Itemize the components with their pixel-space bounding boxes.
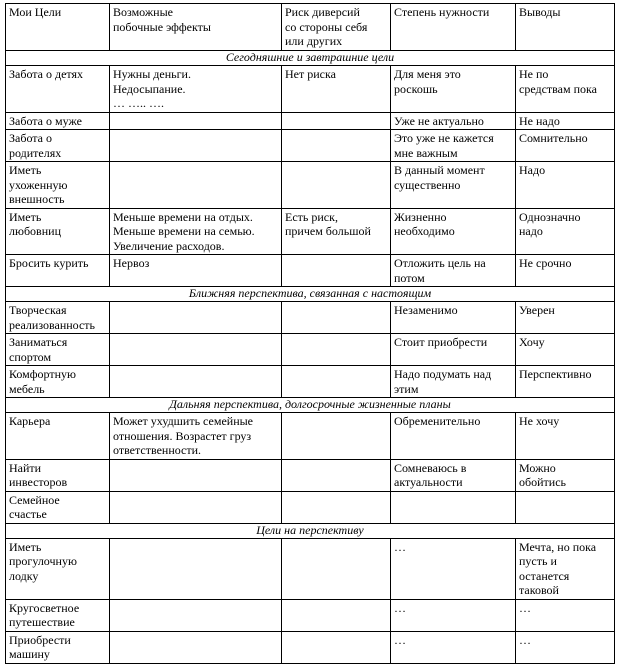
cell-line: Бросить курить	[9, 256, 89, 270]
cell-line: средствам пока	[519, 81, 597, 96]
cell-line: Не хочу	[519, 414, 560, 428]
cell-line: родителях	[9, 145, 62, 160]
risk-cell	[282, 366, 391, 398]
cell-line: Заниматься	[9, 335, 68, 349]
need-cell	[391, 538, 516, 599]
cell-line: Мечта, но пока	[519, 539, 597, 554]
conclusion-cell	[516, 366, 615, 398]
table-row	[6, 162, 615, 209]
cell-line: останется	[519, 568, 570, 583]
conclusion-cell	[516, 255, 615, 287]
goal-cell	[6, 538, 110, 599]
cell-line: Однозначно	[519, 209, 581, 224]
cell-line: Не по	[519, 67, 549, 81]
goal-cell	[6, 112, 110, 130]
goal-cell	[6, 302, 110, 334]
table-row	[6, 491, 615, 523]
cell-line: Надо подумать над	[394, 367, 492, 381]
conclusion-cell	[516, 538, 615, 599]
goals-table	[5, 3, 615, 664]
table-row	[6, 130, 615, 162]
cell-line: пусть и	[519, 554, 557, 568]
cell-line: существенно	[394, 177, 461, 192]
goal-cell	[6, 631, 110, 663]
cell-line: роскошь	[394, 81, 438, 96]
risk-cell	[282, 599, 391, 631]
cell-line: потом	[394, 270, 425, 285]
header-need: Степень нужности	[391, 4, 516, 51]
risk-cell	[282, 302, 391, 334]
need-cell	[391, 413, 516, 460]
need-cell	[391, 491, 516, 523]
risk-cell	[282, 208, 391, 255]
cell-line: необходимо	[394, 224, 455, 238]
cell-line: Сомнительно	[519, 131, 588, 145]
cell-line: …	[394, 600, 406, 615]
goal-cell	[6, 366, 110, 398]
cell-line: инвесторов	[9, 475, 68, 489]
effects-cell	[110, 112, 282, 130]
effects-cell	[110, 130, 282, 162]
section-row	[6, 398, 615, 413]
cell-line: Творческая	[9, 303, 67, 317]
effects-cell	[110, 208, 282, 255]
conclusion-cell	[516, 334, 615, 366]
need-cell	[391, 459, 516, 491]
goal-cell	[6, 162, 110, 209]
cell-line: таковой	[519, 583, 559, 597]
cell-line: причем большой	[285, 224, 371, 238]
table-row	[6, 112, 615, 130]
cell-line: надо	[519, 224, 543, 238]
goal-cell	[6, 599, 110, 631]
need-cell	[391, 631, 516, 663]
effects-cell	[110, 334, 282, 366]
cell-line: Стоит приобрести	[394, 335, 488, 349]
risk-cell	[282, 491, 391, 523]
effects-cell	[110, 491, 282, 523]
cell-line: Отложить цель на	[394, 256, 486, 270]
risk-cell	[282, 413, 391, 460]
effects-cell	[110, 255, 282, 287]
section-row	[6, 287, 615, 302]
table-row	[6, 538, 615, 599]
need-cell	[391, 334, 516, 366]
cell-line: Не надо	[519, 113, 560, 128]
conclusion-cell	[516, 413, 615, 460]
header-row	[6, 4, 615, 51]
risk-cell	[282, 255, 391, 287]
cell-line: Незаменимо	[394, 303, 458, 317]
risk-cell	[282, 538, 391, 599]
section-title: Сегодняшние и завтрашние цели	[6, 51, 615, 66]
cell-line: Можно	[519, 460, 556, 475]
table-row	[6, 302, 615, 334]
effects-cell	[110, 599, 282, 631]
cell-line: Увеличение расходов.	[113, 238, 225, 253]
cell-line: Иметь	[9, 163, 42, 177]
risk-cell	[282, 162, 391, 209]
conclusion-cell	[516, 162, 615, 209]
cell-line: Найти	[9, 460, 42, 475]
cell-line: любовниц	[9, 224, 61, 238]
cell-line: реализованность	[9, 317, 96, 332]
cell-line: мне важным	[394, 145, 458, 160]
table-row	[6, 459, 615, 491]
cell-line: Может ухудшить семейные	[113, 414, 253, 428]
cell-line: … ….. ….	[113, 96, 164, 110]
need-cell	[391, 162, 516, 209]
effects-cell	[110, 459, 282, 491]
need-cell	[391, 66, 516, 113]
cell-line: актуальности	[394, 475, 463, 489]
table-row	[6, 66, 615, 113]
effects-cell	[110, 302, 282, 334]
cell-line: Забота о детях	[9, 67, 84, 81]
goal-cell	[6, 130, 110, 162]
cell-line: Нет риска	[285, 67, 336, 81]
cell-line: Надо	[519, 163, 546, 177]
section-row	[6, 523, 615, 538]
cell-line: Нужны деньги.	[113, 67, 191, 81]
cell-line: Кругосветное	[9, 600, 80, 615]
cell-line: путешествие	[9, 615, 75, 629]
risk-cell	[282, 112, 391, 130]
cell-line: Есть риск,	[285, 209, 338, 224]
conclusion-cell	[516, 302, 615, 334]
cell-line: Меньше времени на семью.	[113, 224, 255, 238]
cell-line: …	[519, 632, 531, 647]
cell-line: Комфортную	[9, 367, 77, 381]
cell-line: Иметь	[9, 539, 42, 554]
cell-line: Забота о	[9, 131, 53, 145]
cell-line: спортом	[9, 349, 52, 364]
goal-cell	[6, 413, 110, 460]
need-cell	[391, 112, 516, 130]
cell-line: отношения. Возрастет груз	[113, 428, 252, 443]
conclusion-cell	[516, 459, 615, 491]
table-row	[6, 255, 615, 287]
table-row	[6, 599, 615, 631]
cell-line: Приобрести	[9, 632, 71, 647]
risk-cell	[282, 66, 391, 113]
effects-cell	[110, 413, 282, 460]
risk-cell	[282, 459, 391, 491]
table-row	[6, 366, 615, 398]
cell-line: Не срочно	[519, 256, 572, 270]
risk-cell	[282, 334, 391, 366]
header-goals: Мои Цели	[6, 4, 110, 51]
cell-line: …	[394, 632, 406, 647]
cell-line: машину	[9, 647, 50, 661]
conclusion-cell	[516, 208, 615, 255]
table-row	[6, 631, 615, 663]
table-body	[6, 51, 615, 664]
table-row	[6, 208, 615, 255]
section-row	[6, 51, 615, 66]
cell-line: Жизненно	[394, 209, 447, 224]
need-cell	[391, 130, 516, 162]
cell-line: Уверен	[519, 303, 555, 317]
cell-line: Нервоз	[113, 256, 150, 270]
goal-cell	[6, 255, 110, 287]
cell-line: Недосыпание.	[113, 81, 186, 96]
effects-cell	[110, 66, 282, 113]
effects-cell	[110, 162, 282, 209]
header-conclusions: Выводы	[516, 4, 615, 51]
effects-cell	[110, 366, 282, 398]
cell-line: ответственности.	[113, 443, 202, 457]
cell-line: Забота о муже	[9, 113, 82, 128]
risk-cell	[282, 130, 391, 162]
cell-line: …	[394, 539, 406, 554]
cell-line: Для меня это	[394, 67, 461, 81]
table-row	[6, 413, 615, 460]
cell-line: Сомневаюсь в	[394, 460, 467, 475]
section-title: Цели на перспективу	[6, 523, 615, 538]
cell-line: В данный момент	[394, 163, 485, 177]
cell-line: Меньше времени на отдых.	[113, 209, 253, 224]
table-row	[6, 334, 615, 366]
cell-line: этим	[394, 381, 419, 396]
cell-line: …	[519, 600, 531, 615]
conclusion-cell	[516, 66, 615, 113]
goal-cell	[6, 459, 110, 491]
goal-cell	[6, 66, 110, 113]
conclusion-cell	[516, 599, 615, 631]
cell-line: внешность	[9, 192, 65, 206]
cell-line: обойтись	[519, 475, 566, 489]
need-cell	[391, 302, 516, 334]
cell-line: Карьера	[9, 414, 51, 428]
cell-line: Иметь	[9, 209, 42, 224]
cell-line: прогулочную	[9, 554, 77, 568]
cell-line: Перспективно	[519, 367, 592, 381]
conclusion-cell	[516, 130, 615, 162]
conclusion-cell	[516, 112, 615, 130]
cell-line: Хочу	[519, 335, 545, 349]
conclusion-cell	[516, 631, 615, 663]
effects-cell	[110, 538, 282, 599]
cell-line: мебель	[9, 381, 45, 396]
risk-cell	[282, 631, 391, 663]
need-cell	[391, 208, 516, 255]
section-title: Дальняя перспектива, долгосрочные жизненные планы	[6, 398, 615, 413]
cell-line: счастье	[9, 507, 47, 521]
effects-cell	[110, 631, 282, 663]
cell-line: Это уже не кажется	[394, 131, 494, 145]
cell-line: Семейное	[9, 492, 60, 507]
need-cell	[391, 255, 516, 287]
cell-line: ухоженную	[9, 177, 68, 192]
goal-cell	[6, 334, 110, 366]
section-title: Ближняя перспектива, связанная с настоящим	[6, 287, 615, 302]
need-cell	[391, 599, 516, 631]
cell-line: лодку	[9, 568, 39, 583]
cell-line: Уже не актуально	[394, 113, 484, 128]
need-cell	[391, 366, 516, 398]
header-risk: Риск диверсий со стороны себя или других	[282, 4, 391, 51]
header-side-effects: Возможные побочные эффекты	[110, 4, 282, 51]
cell-line: Обременительно	[394, 414, 481, 428]
goal-cell	[6, 208, 110, 255]
conclusion-cell	[516, 491, 615, 523]
goal-cell	[6, 491, 110, 523]
